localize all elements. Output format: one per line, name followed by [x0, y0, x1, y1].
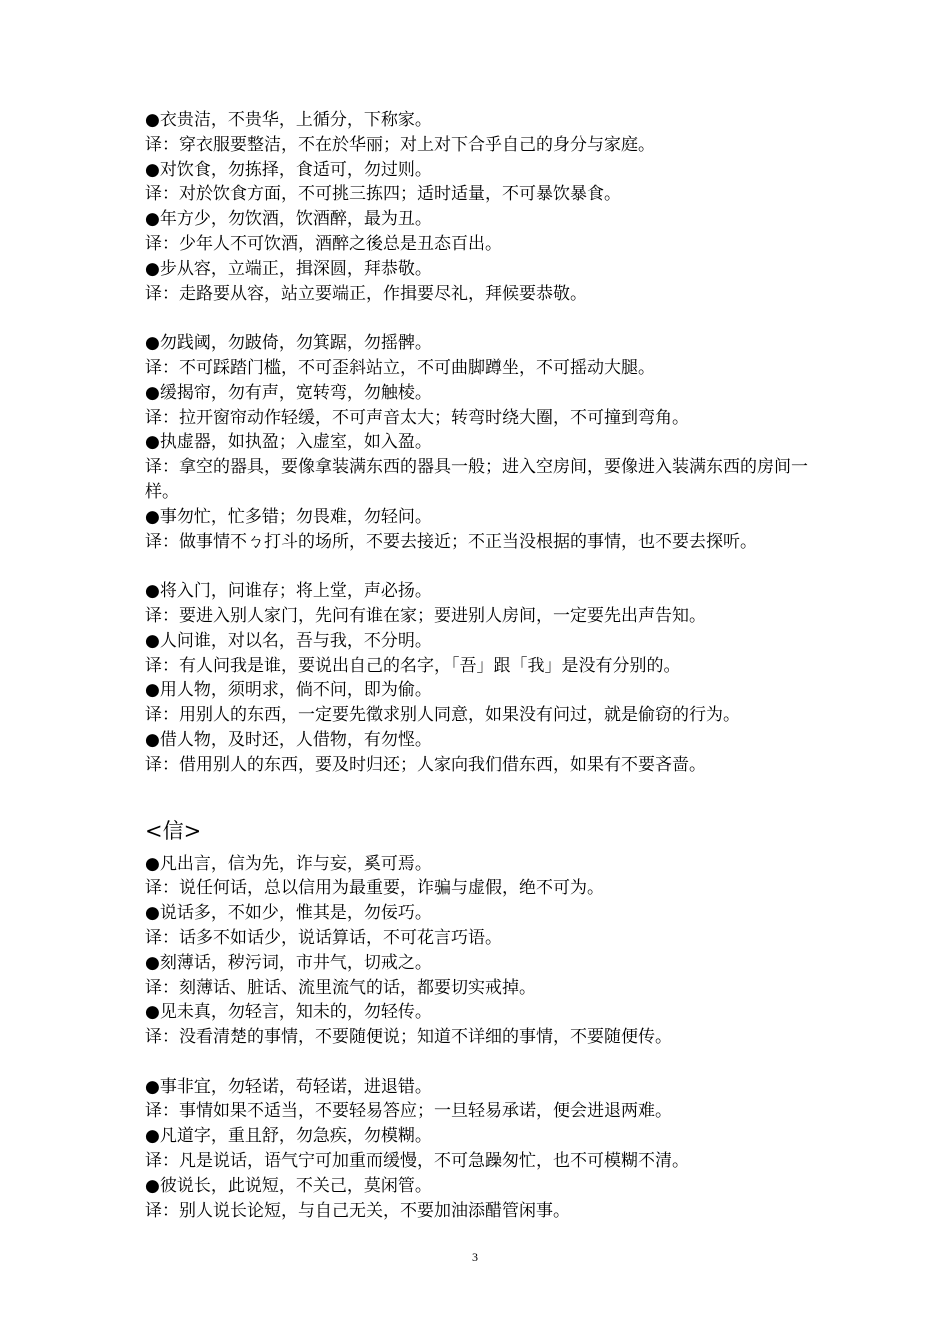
verse-line: ●步从容，立端正，揖深圆，拜恭敬。 — [145, 258, 432, 279]
translation-line: 译：要进入别人家门，先问有谁在家；要进别人房间，一定要先出声告知。 — [145, 605, 706, 626]
translation-line: 译：少年人不可饮酒，酒醉之後总是丑态百出。 — [145, 233, 502, 254]
translation-line: 译：借用别人的东西，要及时归还；人家向我们借东西，如果有不要吝啬。 — [145, 754, 706, 775]
paragraph-gap — [145, 778, 825, 808]
paragraph-gap — [145, 1050, 825, 1075]
translation-line: 译：用别人的东西，一定要先徵求别人同意，如果没有问过，就是偷窃的行为。 — [145, 705, 740, 726]
paragraph-gap — [145, 554, 825, 579]
translation-line: 译：穿衣服要整洁，不在於华丽；对上对下合乎自己的身分与家庭。 — [145, 134, 655, 155]
verse-line: ●将入门，问谁存；将上堂，声必扬。 — [145, 581, 432, 602]
verse-line: ●人问谁，对以名，吾与我，不分明。 — [145, 630, 432, 651]
translation-line: 译：凡是说话，语气宁可加重而缓慢，不可急躁匆忙，也不可模糊不清。 — [145, 1151, 689, 1172]
verse-line: ●对饮食，勿拣择，食适可，勿过则。 — [145, 159, 432, 180]
translation-line: 译：对於饮食方面，不可挑三拣四；适时适量，不可暴饮暴食。 — [145, 184, 621, 205]
verse-line: ●事勿忙，忙多错；勿畏难，勿轻问。 — [145, 506, 432, 527]
section-dress-and-manners — [145, 108, 825, 306]
verse-line: ●年方少，勿饮酒，饮酒醉，最为丑。 — [145, 209, 432, 230]
translation-line: 译：走路要从容，站立要端正，作揖要尽礼，拜候要恭敬。 — [145, 283, 587, 304]
translation-line: 译：有人问我是谁，要说出自己的名字，「吾」跟「我」是没有分别的。 — [145, 655, 681, 676]
translation-line: 译：拿空的器具，要像拿装满东西的器具一般；进入空房间，要像进入装满东西的房间一样。 — [145, 457, 808, 502]
paragraph-gap — [145, 306, 825, 331]
verse-line: ●彼说长，此说短，不关己，莫闲管。 — [145, 1175, 432, 1196]
translation-line: 译：不可踩踏门槛，不可歪斜站立，不可曲脚蹲坐，不可摇动大腿。 — [145, 357, 655, 378]
verse-line: ●缓揭帘，勿有声，宽转弯，勿触棱。 — [145, 382, 432, 403]
section-heading: <信> — [145, 818, 202, 843]
verse-line: ●勿践阈，勿跛倚，勿箕踞，勿摇髀。 — [145, 333, 432, 354]
section-trust — [145, 852, 825, 1050]
translation-line: 译：做事情不ㄅ打斗的场所，不要去接近；不正当没根据的事情，也不要去探听。 — [145, 531, 757, 552]
section-conduct — [145, 331, 825, 554]
translation-line: 译：说任何话，总以信用为最重要，诈骗与虚假，绝不可为。 — [145, 878, 604, 899]
translation-line: 译：话多不如话少，说话算话，不可花言巧语。 — [145, 927, 502, 948]
translation-line: 译：没看清楚的事情，不要随便说；知道不详细的事情，不要随便传。 — [145, 1027, 672, 1048]
translation-line: 译：拉开窗帘动作轻缓，不可声音太大；转弯时绕大圈，不可撞到弯角。 — [145, 407, 689, 428]
verse-line: ●事非宜，勿轻诺，苟轻诺，进退错。 — [145, 1076, 432, 1097]
verse-line: ●用人物，须明求，倘不问，即为偷。 — [145, 680, 432, 701]
verse-line: ●刻薄话，秽污词，市井气，切戒之。 — [145, 952, 432, 973]
translation-line: 译：刻薄话、脏话、流里流气的话，都要切实戒掉。 — [145, 977, 536, 998]
verse-line: ●见未真，勿轻言，知未的，勿轻传。 — [145, 1002, 432, 1023]
section-speech — [145, 1075, 825, 1224]
verse-line: ●借人物，及时还，人借物，有勿悭。 — [145, 729, 432, 750]
translation-line: 译：别人说长论短，与自己无关，不要加油添醋管闲事。 — [145, 1200, 570, 1221]
verse-line: ●凡出言，信为先，诈与妄，奚可焉。 — [145, 853, 432, 874]
section-visiting-and-borrowing — [145, 579, 825, 777]
translation-line: 译：事情如果不适当，不要轻易答应；一旦轻易承诺，便会进退两难。 — [145, 1101, 672, 1122]
verse-line: ●执虚器，如执盈；入虚室，如入盈。 — [145, 432, 432, 453]
page-content — [145, 108, 825, 1223]
verse-line: ●凡道字，重且舒，勿急疾，勿模糊。 — [145, 1126, 432, 1147]
verse-line: ●衣贵洁，不贵华，上循分，下称家。 — [145, 110, 432, 130]
page-number: 3 — [472, 1250, 478, 1264]
verse-line: ●说话多，不如少，惟其是，勿佞巧。 — [145, 903, 432, 924]
